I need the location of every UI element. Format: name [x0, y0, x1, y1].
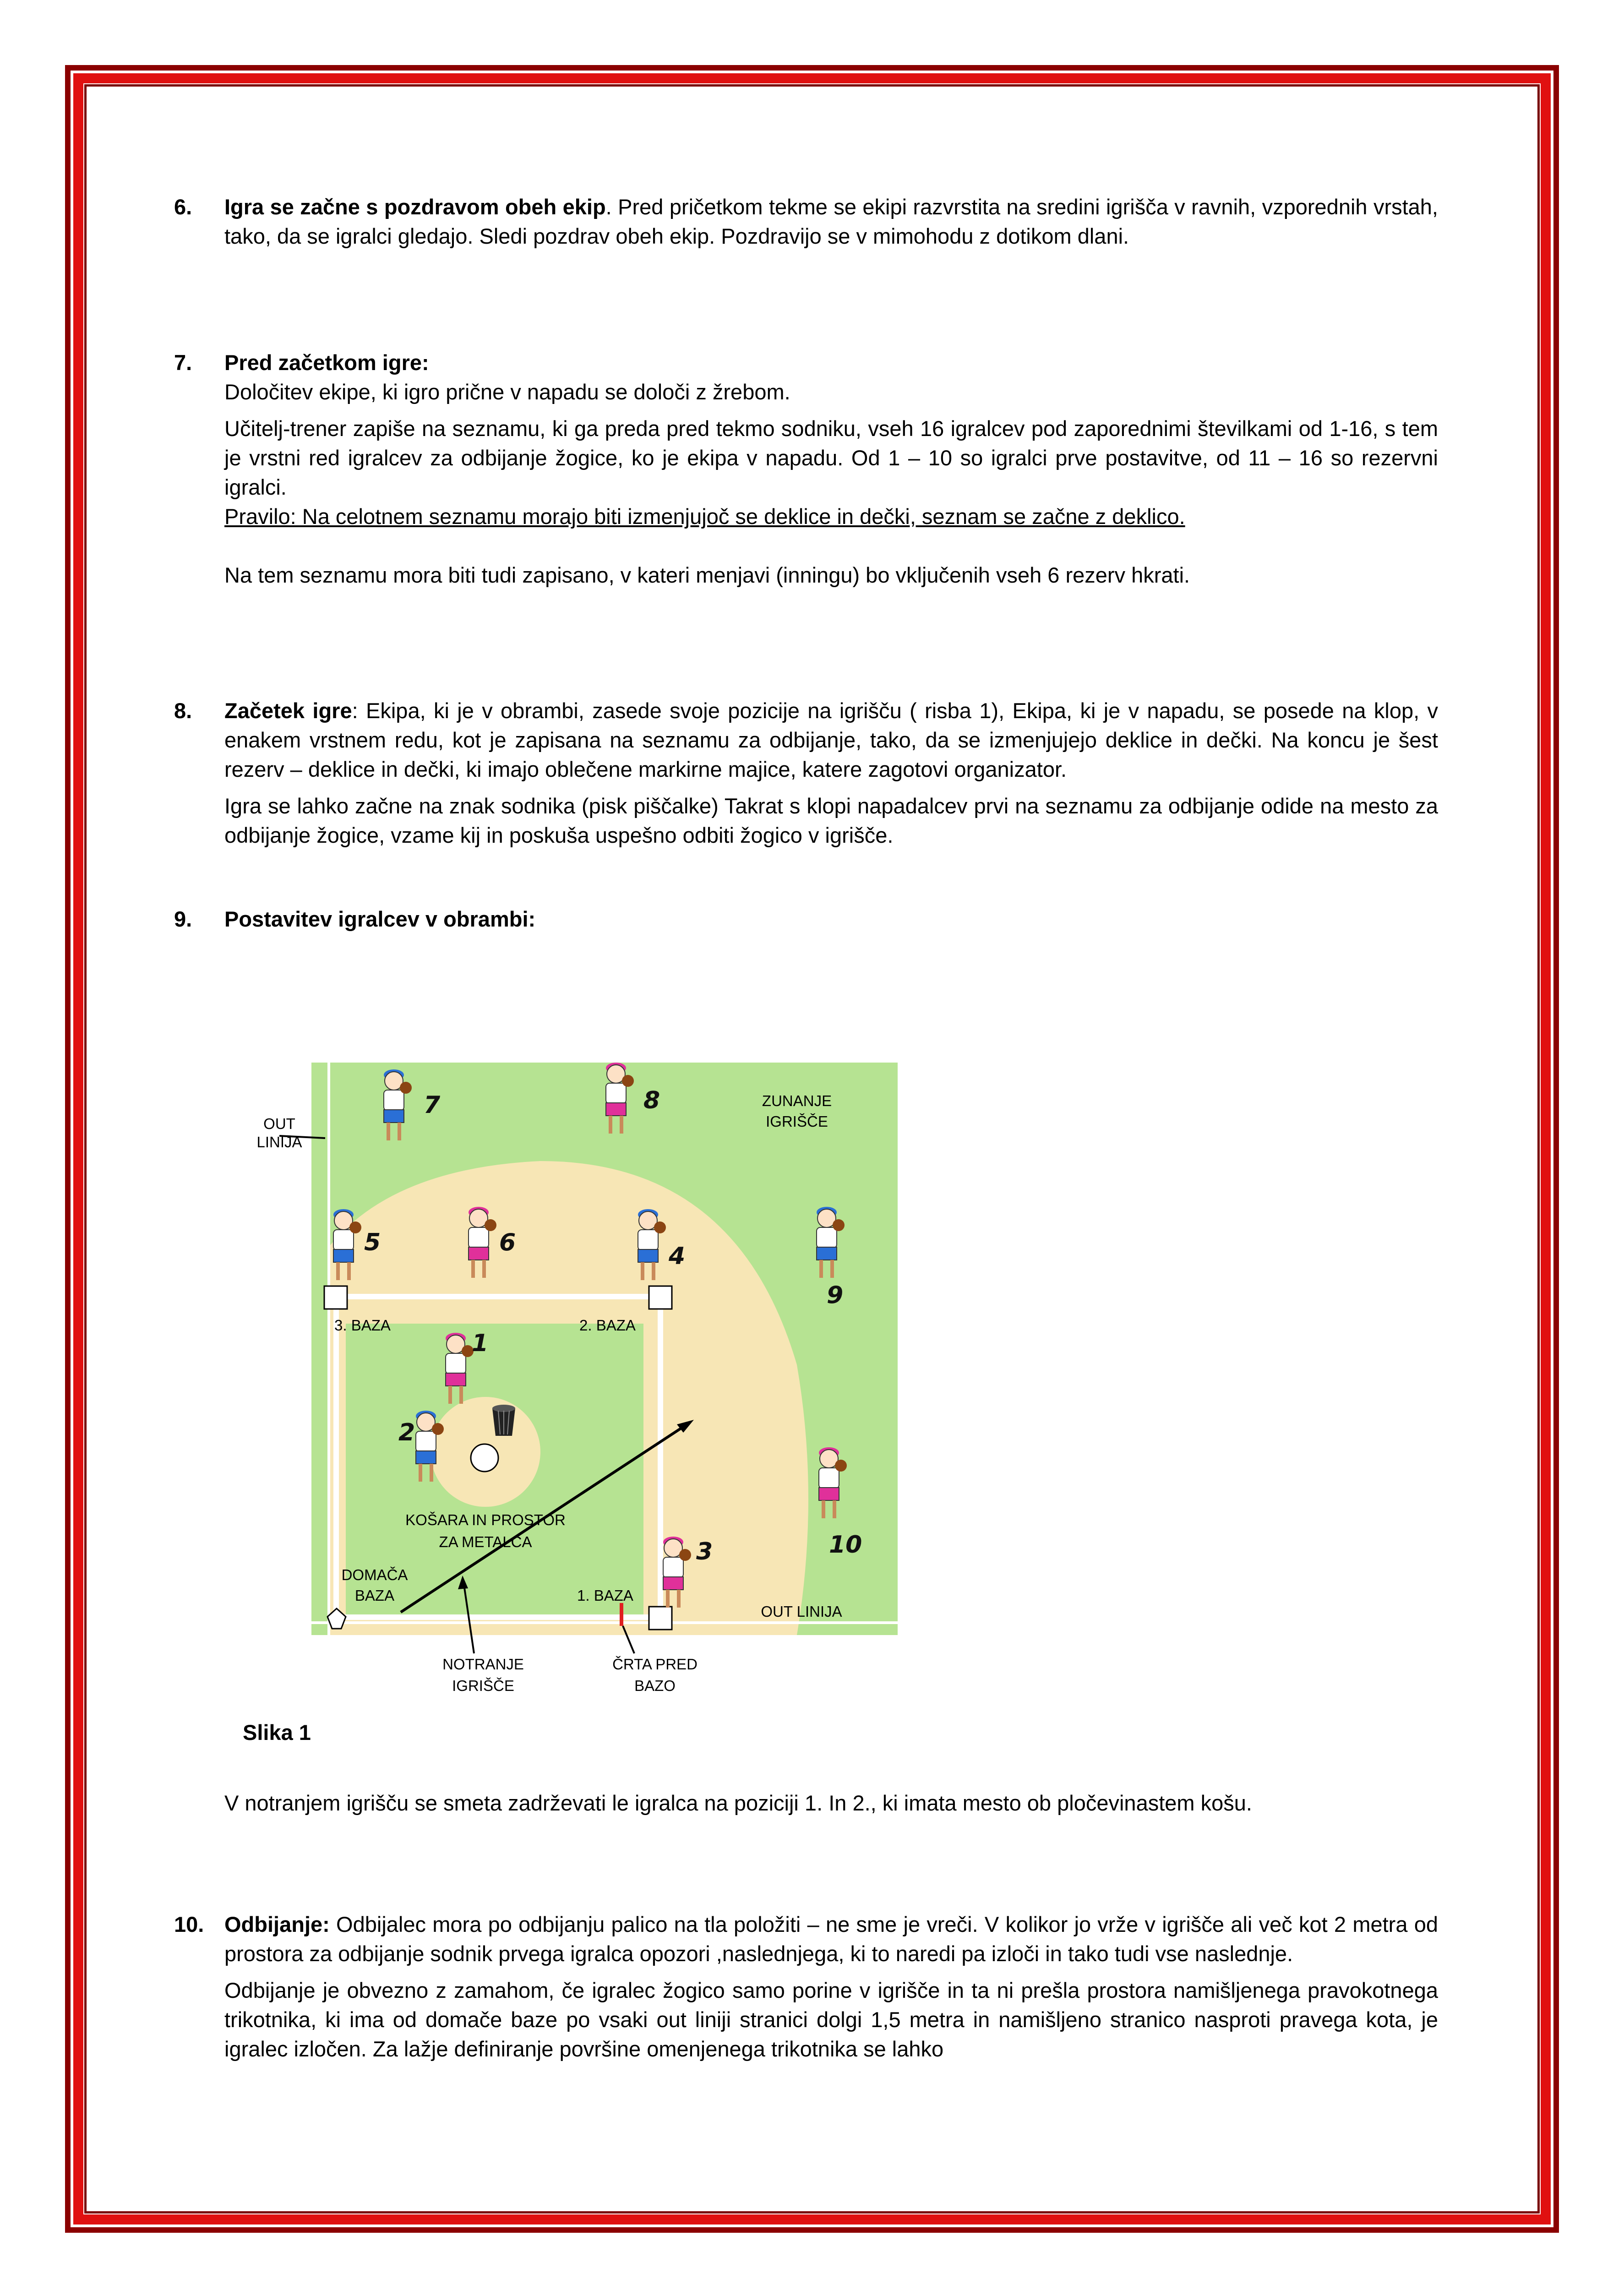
second-base: [649, 1286, 672, 1309]
player-shorts: [384, 1110, 404, 1123]
player-shorts: [663, 1577, 683, 1590]
field-svg: [256, 1063, 898, 1704]
section-title: Začetek igre: [224, 698, 352, 723]
player-number: 8: [643, 1087, 660, 1114]
player-shorts: [638, 1249, 658, 1262]
player-shirt: [817, 1227, 837, 1248]
label-outfield-1: ZUNANJE: [762, 1092, 832, 1109]
section-number: 10.: [174, 1912, 204, 1936]
label-basket-1: KOŠARA IN PROSTOR: [405, 1511, 566, 1528]
glove-icon: [485, 1219, 496, 1231]
figure-note: V notranjem igrišču se smeta zadrževati le igralca na poziciji 1. In 2., ki imata mesto ob pločevinastem košu.: [224, 1791, 1252, 1815]
paragraph: Igra se lahko začne na znak sodnika (pisk piščalke) Takrat s klopi napadalcev prvi na seznamu za odbijanje odide na mesto za odbijanje žogice, vzame kij in poskuša uspešno odbiti žogico v igrišče.: [224, 794, 1438, 847]
label-out-linija: LINIJA: [256, 1134, 302, 1150]
label-base2: 2. BAZA: [579, 1317, 636, 1334]
player-shorts: [416, 1451, 436, 1464]
player-shirt: [638, 1230, 658, 1250]
label-base1: 1. BAZA: [577, 1587, 633, 1604]
player-number: 1: [472, 1330, 489, 1357]
out-line-left: [327, 1063, 330, 1635]
pitcher-spot: [471, 1444, 498, 1472]
label-line-2: BAZO: [634, 1677, 676, 1694]
paragraph: Določitev ekipe, ki igro prične v napadu se določi z žrebom.: [224, 380, 790, 404]
player-shorts: [817, 1247, 837, 1260]
glove-icon: [833, 1219, 845, 1231]
field-diagram: [256, 1063, 898, 1704]
section-10: [174, 1910, 1438, 2064]
third-base: [324, 1286, 347, 1309]
paragraph: Na tem seznamu mora biti tudi zapisano, v kateri menjavi (inningu) bo vključenih vseh 6 rezerv hkrati.: [224, 563, 1190, 587]
glove-icon: [400, 1082, 412, 1094]
glove-icon: [432, 1423, 444, 1435]
glove-icon: [622, 1075, 634, 1087]
label-infield-1: NOTRANJE: [442, 1656, 524, 1673]
player-shorts: [469, 1247, 489, 1260]
label-outfield-2: IGRIŠČE: [766, 1113, 828, 1130]
player-shirt: [416, 1431, 436, 1452]
player-shirt: [469, 1227, 489, 1248]
glove-icon: [679, 1549, 691, 1561]
section-6: 6. Igra se začne s pozdravom obeh ekip. Pred pričetkom tekme se ekipi razvrstita na sredini igrišča v ravnih, vzporednih vrstah, tako, da se igralci gledajo. Sledi pozdrav obeh ekip. Pozdravijo se v mimohodu z dotikom dlani.: [174, 192, 1438, 251]
baseline-bottom: [333, 1614, 663, 1620]
out-line-right: [311, 1621, 898, 1624]
label-out-line-right: OUT LINIJA: [761, 1603, 842, 1620]
paragraph: Učitelj-trener zapiše na seznamu, ki ga preda pred tekmo sodniku, vseh 16 igralcev pod zaporednimi številkami od 1-16, s tem je vrstni red igralcev za odbijanje žogice, ko je ekipa v napadu. Od 1 – 10 so igralci prve postavitve, od 11 – 16 so rezervni igralci.: [224, 416, 1438, 499]
label-infield-2: IGRIŠČE: [452, 1677, 514, 1694]
section-8: [174, 696, 1438, 850]
section-number: 6.: [174, 195, 192, 219]
section-9: [174, 905, 1438, 934]
glove-icon: [349, 1221, 361, 1233]
player-number: 10: [829, 1531, 862, 1559]
baseline-right: [658, 1294, 663, 1620]
player-shorts: [606, 1103, 626, 1116]
label-home-1: DOMAČA: [341, 1566, 408, 1583]
figure-caption: Slika 1: [243, 1720, 311, 1745]
section-number: 9.: [174, 907, 192, 931]
label-out: OUT: [263, 1115, 295, 1132]
player-number: 3: [696, 1538, 713, 1565]
label-line-1: ČRTA PRED: [612, 1656, 698, 1673]
section-text: : Ekipa, ki je v obrambi, zasede svoje pozicije na igrišču ( risba 1), Ekipa, ki je v napadu, se posede na klop, v enakem vrstnem redu, kot je zapisana na seznamu za odbijanje, tako, da se izmenjujejo deklice in dečki. Na koncu je šest rezerv – deklice in dečki, ki imajo oblečene markirne majice, katere zagotovi organizator.: [224, 698, 1439, 781]
first-base: [649, 1607, 672, 1630]
section-title: Igra se začne s pozdravom obeh ekip: [224, 195, 606, 219]
section-title: Pred začetkom igre:: [224, 350, 429, 375]
player-shorts: [333, 1249, 354, 1262]
label-basket-2: ZA METALCA: [439, 1533, 532, 1550]
player-number: 4: [669, 1243, 686, 1270]
player-number: 7: [424, 1091, 441, 1119]
player-number: 6: [499, 1229, 516, 1256]
paragraph: Odbijanje je obvezno z zamahom, če igralec žogico samo porine v igrišče in ta ni prešla prostora namišljenega pravokotnega trikotnika, ki ima od domače baze po vsaki out liniji stranici dolgi 1,5 metra in namišljeno stranico nasproti pravega kota, je igralec izločen. Za lažje definiranje površine omenjenega trikotnika se lahko: [224, 1978, 1438, 2061]
player-shorts: [819, 1488, 839, 1500]
player-shirt: [384, 1090, 404, 1111]
player-shorts: [446, 1373, 466, 1386]
section-text: Odbijalec mora po odbijanju palico na tla položiti – ne sme je vreči. V kolikor jo vrže v igrišče ali več kot 2 metra od prostora za odbijanje sodnik prvega igralca opozori ,naslednjega, ki to naredi pa izloči in tako tudi vse naslednje.: [224, 1912, 1438, 1966]
section-number: 7.: [174, 350, 192, 375]
section-title: Odbijanje:: [224, 1912, 330, 1936]
glove-icon: [835, 1460, 847, 1472]
basket-icon: [492, 1405, 515, 1436]
label-base3: 3. BAZA: [334, 1317, 391, 1334]
player-shirt: [333, 1230, 354, 1250]
baseline-top: [333, 1294, 663, 1299]
section-number: 8.: [174, 698, 192, 723]
rule-text: Pravilo: Na celotnem seznamu morajo biti izmenjujoč se deklice in dečki, seznam se začne z deklico.: [224, 504, 1185, 529]
player-shirt: [819, 1468, 839, 1488]
player-shirt: [606, 1083, 626, 1104]
player-number: 5: [364, 1229, 381, 1256]
player-shirt: [446, 1353, 466, 1374]
player-shirt: [663, 1557, 683, 1578]
player-number: 2: [398, 1419, 415, 1446]
section-title: Postavitev igralcev v obrambi:: [224, 907, 536, 931]
glove-icon: [654, 1221, 666, 1233]
player-number: 9: [827, 1281, 844, 1309]
section-7: [174, 348, 1438, 590]
line-before-base-mark: [620, 1603, 623, 1626]
section-text: Pred pričetkom tekme se ekipi razvrstita na sredini igrišča v ravnih, vzporednih vrstah, tako, da se igralci gledajo. Sledi pozdrav obeh ekip. Pozdravijo se v mimohodu z dotikom dlani.: [224, 195, 1438, 248]
baseline-left: [333, 1294, 339, 1620]
label-home-2: BAZA: [354, 1587, 395, 1604]
